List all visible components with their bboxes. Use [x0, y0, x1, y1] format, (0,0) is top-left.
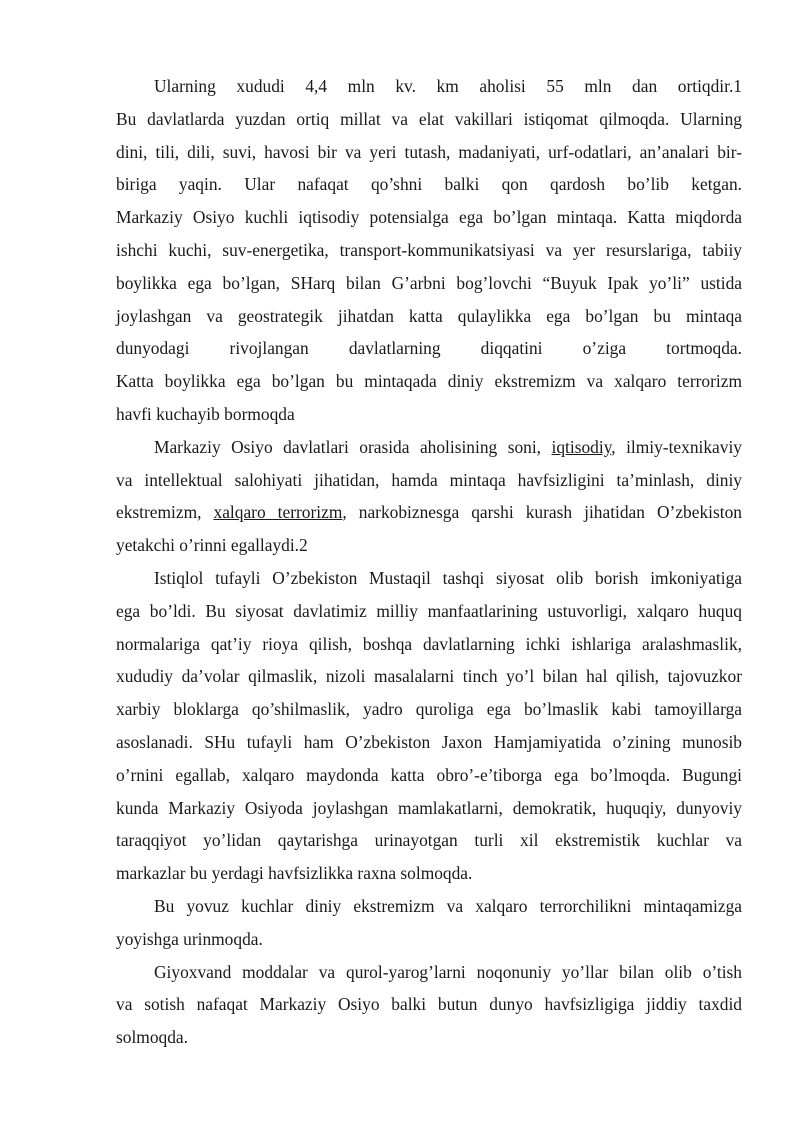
text-line [116, 496, 742, 529]
text-line: Ularning xududi 4,4 mln kv. km aholisi 55 mln dan ortiqdir.1 [154, 76, 742, 96]
text-line: asoslanadi. SHu tufayli ham O’zbekiston Jaxon Hamjamiyatida o’zining munosib [116, 731, 742, 752]
paragraph-4 [116, 890, 742, 956]
text-line: yoyishga urinmoqda. [116, 928, 263, 949]
text-line: markazlar bu yerdagi havfsizlikka raxna solmoqda. [116, 863, 473, 884]
text-line: yetakchi o’rinni egallaydi.2 [116, 535, 308, 556]
text-line: havfi kuchayib bormoqda [116, 403, 295, 424]
text-segment: , ilmiy-texnikaviy [611, 436, 742, 457]
text-line: biriga yaqin. Ular nafaqat qo’shni balki qon qardosh bo’lib ketgan. [116, 174, 742, 195]
text-line: ishchi kuchi, suv-energetika, transport-kommunikatsiyasi va yer resurslariga, tabiiy [116, 239, 742, 260]
text-line: va intellektual salohiyati jihatidan, hamda mintaqa havfsizligini ta’minlash, diniy [116, 469, 742, 490]
text-segment: , narkobiznesga qarshi kurash jihatidan O’zbekiston [342, 502, 742, 523]
text-line: xududiy da’volar qilmaslik, nizoli masalalarni tinch yo’l bilan hal qilish, tajovuzkor [116, 666, 742, 687]
text-line: taraqqiyot yo’lidan qaytarishga urinayotgan turli xil ekstremistik kuchlar va [116, 830, 742, 851]
paragraph-1 [116, 70, 742, 431]
text-line: dini, tili, dili, suvi, havosi bir va yeri tutash, madaniyati, urf-odatlari, an’analari bir- [116, 141, 742, 162]
text-line: Giyoxvand moddalar va qurol-yarog’larni noqonuniy yo’llar bilan olib o’tish [154, 961, 742, 982]
paragraph-3 [116, 562, 742, 890]
text-line: Markaziy Osiyo kuchli iqtisodiy potensialga ega bo’lgan mintaqa. Katta miqdorda [116, 207, 742, 228]
text-line: va sotish nafaqat Markaziy Osiyo balki butun dunyo havfsizligiga jiddiy taxdid [116, 994, 742, 1015]
text-line: boylikka ega bo’lgan, SHarq bilan G’arbni bog’lovchi “Buyuk Ipak yo’li” ustida [116, 272, 742, 293]
text-line: Katta boylikka ega bo’lgan bu mintaqada diniy ekstremizm va xalqaro terrorizm [116, 371, 742, 392]
text-line: ega bo’ldi. Bu siyosat davlatimiz milliy manfaatlarining ustuvorligi, xalqaro huquq [116, 600, 742, 621]
text-line: solmoqda. [116, 1027, 188, 1048]
text-segment: ekstremizm, [116, 502, 214, 523]
text-line: xarbiy bloklarga qo’shilmaslik, yadro quroliga ega bo’lmaslik kabi tamoyillarga [116, 699, 742, 720]
text-line: kunda Markaziy Osiyoda joylashgan mamlakatlarni, demokratik, huquqiy, dunyoviy [116, 797, 742, 818]
paragraph-2 [116, 431, 742, 562]
text-line: dunyodagi rivojlangan davlatlarning diqqatini o’ziga tortmoqda. [116, 338, 742, 359]
text-line: Bu yovuz kuchlar diniy ekstremizm va xalqaro terrorchilikni mintaqamizga [154, 895, 742, 916]
text-line: o’rnini egallab, xalqaro maydonda katta obro’-e’tiborga ega bo’lmoqda. Bugungi [116, 764, 742, 785]
text-line: Bu davlatlarda yuzdan ortiq millat va elat vakillari istiqomat qilmoqda. Ularning [116, 108, 742, 129]
text-line: joylashgan va geostrategik jihatdan katta qulaylikka ega bo’lgan bu mintaqa [116, 305, 742, 326]
iqtisodiy-link[interactable]: iqtisodiy [551, 436, 612, 457]
text-line: normalariga qat’iy rioya qilish, boshqa davlatlarning ichki ishlariga aralashmaslik, [116, 633, 742, 654]
paragraph-5 [116, 956, 742, 1054]
text-segment: Markaziy Osiyo davlatlari orasida aholisining soni, [154, 436, 552, 457]
text-line: Istiqlol tufayli O’zbekiston Mustaqil tashqi siyosat olib borish imkoniyatiga [154, 567, 742, 588]
text-line [116, 431, 742, 464]
xalqaro-terrorizm-link[interactable]: xalqaro terrorizm [213, 502, 343, 523]
